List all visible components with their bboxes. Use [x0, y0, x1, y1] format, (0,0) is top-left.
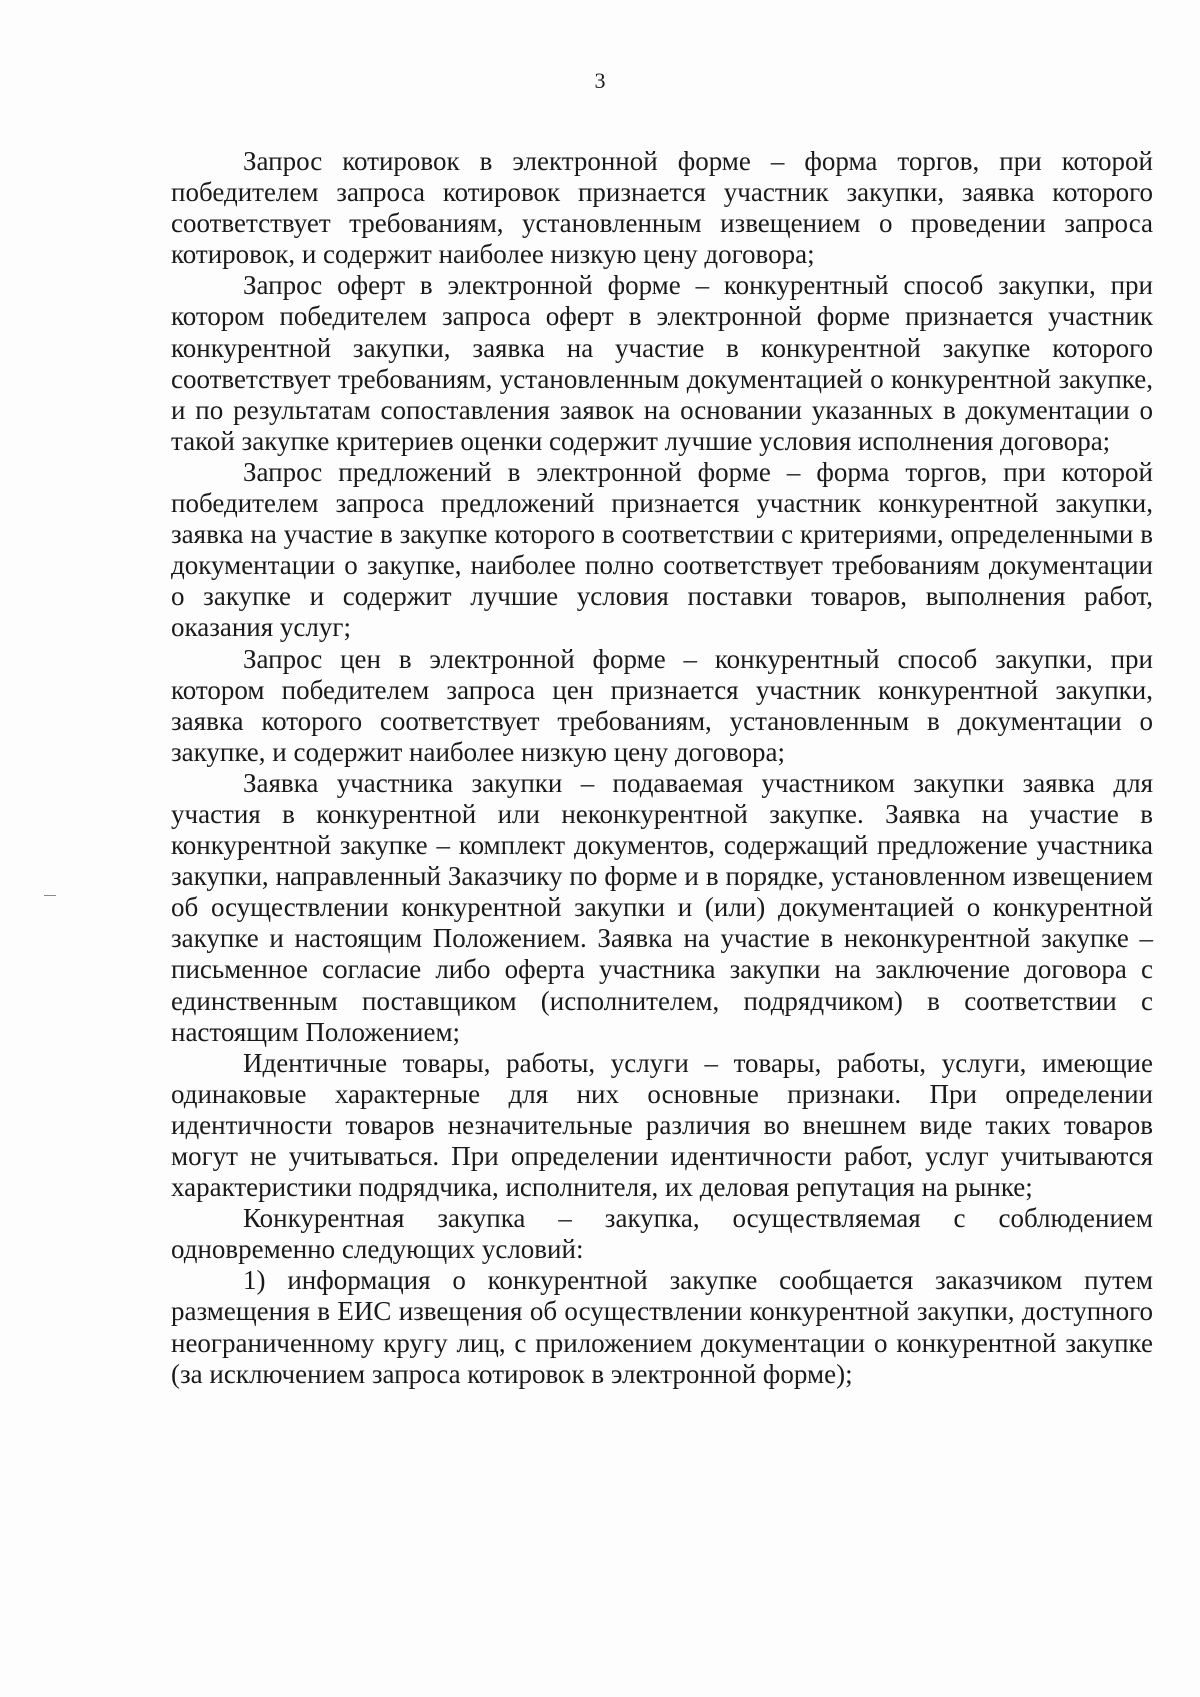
paragraph-proposal-request: Запрос предложений в электронной форме – форма торгов, при которой победителем запроса предложений признается участник конкурентной закупки, заявка на участие в закупке которого в соответствии с критериями, определенными в документации о закупке, наиболее полно соответствует требованиям документации о закупке и содержит лучшие условия поставки товаров, выполнения работ, оказания услуг;: [171, 456, 1153, 643]
page-number: 3: [594, 68, 606, 93]
paragraph-competitive-procurement: Конкурентная закупка – закупка, осуществляемая с соблюдением одновременно следующих условий:: [171, 1203, 1153, 1265]
paragraph-participant-application: Заявка участника закупки – подаваемая участником закупки заявка для участия в конкурентной или неконкурентной закупке. Заявка на участие в конкурентной закупке – комплект документов, содержащий предложение участника закупки, направленный Заказчику по форме и в порядке, установленном извещением об осуществлении конкурентной закупки и (или) документацией о конкурентной закупке и настоящим Положением. Заявка на участие в неконкурентной закупке – письменное согласие либо оферта участника закупки на заключение договора с единственным поставщиком (исполнителем, подрядчиком) в соответствии с настоящим Положением;: [171, 767, 1153, 1047]
paragraph-quotation-request: Запрос котировок в электронной форме – форма торгов, при которой победителем запроса котировок признается участник закупки, заявка которого соответствует требованиям, установленным извещением о проведении запроса котировок, и содержит наиболее низкую цену договора;: [171, 146, 1153, 270]
document-body: [171, 146, 1153, 1390]
paragraph-offer-request: Запрос оферт в электронной форме – конкурентный способ закупки, при котором победителем запроса оферт в электронной форме признается участник конкурентной закупки, заявка на участие в конкурентной закупке которого соответствует требованиям, установленным документацией о конкурентной закупке, и по результатам сопоставления заявок на основании указанных в документации о такой закупке критериев оценки содержит лучшие условия исполнения договора;: [171, 270, 1153, 456]
scan-artifact: [44, 895, 56, 896]
paragraph-price-request: Запрос цен в электронной форме – конкурентный способ закупки, при котором победителем запроса цен признается участник конкурентной закупки, заявка которого соответствует требованиям, установленным в документации о закупке, и содержит наиболее низкую цену договора;: [171, 643, 1153, 767]
paragraph-condition-1: 1) информация о конкурентной закупке сообщается заказчиком путем размещения в ЕИС извещения об осуществлении конкурентной закупки, доступного неограниченному кругу лиц, с приложением документации о конкурентной закупке (за исключением запроса котировок в электронной форме);: [171, 1265, 1153, 1389]
paragraph-identical-goods: Идентичные товары, работы, услуги – товары, работы, услуги, имеющие одинаковые характерные для них основные признаки. При определении идентичности товаров незначительные различия во внешнем виде таких товаров могут не учитываться. При определении идентичности работ, услуг учитываются характеристики подрядчика, исполнителя, их деловая репутация на рынке;: [171, 1047, 1153, 1203]
